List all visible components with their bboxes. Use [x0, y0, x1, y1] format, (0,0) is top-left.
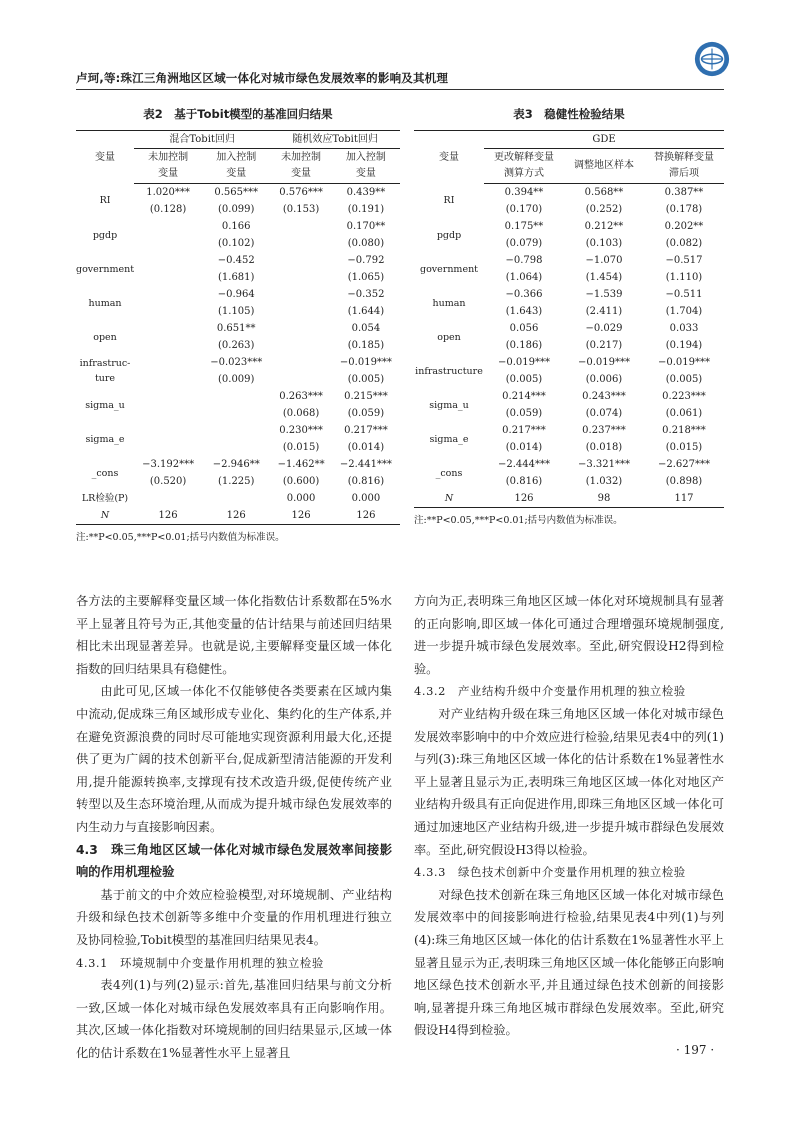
coefficient-cell: −0.798 [505, 255, 543, 266]
coefficient-cell: 0.568** [584, 187, 624, 198]
coefficient-cell: 0.223*** [662, 391, 706, 402]
variable-name: _cons [435, 467, 463, 479]
std-error-cell [134, 337, 202, 354]
coefficient-cell: 0.054 [351, 323, 381, 334]
std-error-cell [270, 337, 332, 354]
coefficient-cell [134, 252, 202, 269]
coefficient-cell: 0.215*** [344, 391, 388, 402]
coefficient-cell: −3.321*** [577, 459, 630, 470]
std-error-cell: (0.018) [585, 442, 623, 453]
coefficient-cell: 0.175** [504, 221, 544, 232]
table-row [76, 490, 400, 507]
std-error-cell: (0.252) [585, 204, 623, 215]
std-error-cell: (0.170) [505, 204, 543, 215]
std-error-cell: (0.059) [347, 408, 385, 419]
table-2-grid [76, 130, 400, 525]
coefficient-cell: −0.352 [347, 289, 385, 300]
table-3-grid [414, 130, 724, 508]
variable-name: RI [99, 195, 111, 207]
paragraph: 各方法的主要解释变量区域一体化指数估计系数都在5%水平上显著且符号为正,其他变量的估计结果与前述回归结果相比未出现显著差异。也就是说,主要解释变量区域一体化指数的回归结果具有稳健性。 [76, 594, 392, 676]
table-row [414, 456, 724, 473]
std-error-cell [134, 405, 202, 422]
table2-sub-header: 加入控制 变量 [332, 149, 400, 184]
std-error-cell: (0.014) [505, 442, 543, 453]
coefficient-cell [270, 320, 332, 337]
paragraph: 表4列(1)与列(2)显示:首先,基准回归结果与前文分析一致,区域一体化对城市绿色发展效率具有正向影响作用。其次,区域一体化指数对环境规制的回归结果显示,区域一体化的估计系数在1%显著性水平上显著且 [76, 978, 392, 1060]
table-row [414, 388, 724, 405]
coefficient-cell [134, 218, 202, 235]
table-row [414, 218, 724, 235]
coefficient-cell: −0.019*** [577, 357, 630, 368]
coefficient-cell: −2.946** [212, 459, 260, 470]
table-2-group-random: 随机效应Tobit回归 [270, 131, 400, 149]
header-rule [76, 89, 724, 90]
coefficient-cell [270, 354, 332, 371]
body-right-column [414, 590, 724, 1042]
std-error-cell [270, 235, 332, 252]
std-error-cell: (1.225) [218, 476, 255, 487]
coefficient-cell: 0.056 [509, 323, 539, 334]
table-row [76, 507, 400, 525]
coefficient-cell [270, 286, 332, 303]
variable-name: LR检验(P) [81, 493, 129, 504]
n-value-cell: 98 [564, 490, 644, 508]
coefficient-cell: 0.243*** [582, 391, 626, 402]
coefficient-cell: 0.387** [664, 187, 704, 198]
std-error-cell: (0.103) [585, 238, 623, 249]
std-error-cell [270, 371, 332, 388]
table2-sub-header: 未加控制 变量 [270, 149, 332, 184]
std-error-cell: (1.644) [347, 306, 385, 317]
coefficient-cell: 0.576*** [279, 187, 323, 198]
paragraph: 由此可见,区域一体化不仅能够使各类要素在区域内集中流动,促成珠三角区域形成专业化、集约化的生产体系,并在避免资源浪费的同时尽可能地实现资源利用最大化,还提供了更为广阔的技术创新平台,促成新型清洁能源的开发利用,提升能源转换率,支撑现有技术改造升级,促使传统产业转型以及生态环境治理,从而成为提升城市绿色发展效率的内生动力与直接影响因素。 [76, 684, 392, 834]
subsection-heading-4-3-1: 4.3.1 环境规制中介变量作用机理的独立检验 [76, 955, 324, 970]
coefficient-cell: 1.020*** [146, 187, 190, 198]
variable-name: _cons [91, 467, 119, 479]
std-error-cell: (1.032) [585, 476, 623, 487]
running-head: 卢珂,等:珠江三角洲地区区域一体化对城市绿色发展效率的影响及其机理 [76, 71, 449, 85]
table-row [76, 286, 400, 303]
std-error-cell: (0.898) [665, 476, 703, 487]
std-error-cell: (1.064) [505, 272, 543, 283]
table2-sub-header: 加入控制 变量 [202, 149, 270, 184]
coefficient-cell: 0.230*** [279, 425, 323, 436]
std-error-cell: (0.185) [347, 340, 385, 351]
n-value-cell: 117 [644, 490, 724, 508]
coefficient-cell: 0.439** [346, 187, 386, 198]
table-3 [414, 106, 724, 526]
coefficient-cell: 0.214*** [502, 391, 546, 402]
std-error-cell [134, 371, 202, 388]
std-error-cell: (0.186) [505, 340, 543, 351]
coefficient-cell: −2.441*** [339, 459, 392, 470]
table-3-var-header: 变量 [414, 131, 484, 184]
table-2 [76, 106, 400, 543]
table-2-title: 表2 基于Tobit模型的基准回归结果 [143, 107, 333, 121]
variable-name: sigma_u [429, 399, 469, 411]
coefficient-cell [270, 218, 332, 235]
variable-name: RI [443, 195, 455, 207]
std-error-cell: (0.005) [505, 374, 543, 385]
coefficient-cell: 0.651** [216, 323, 256, 334]
n-value-cell: 126 [332, 507, 400, 525]
coefficient-cell: 0.212** [584, 221, 624, 232]
lr-value-cell: 0.000 [351, 493, 381, 504]
coefficient-cell [134, 388, 202, 405]
std-error-cell: (0.061) [665, 408, 703, 419]
std-error-cell: (0.082) [665, 238, 703, 249]
variable-name: government [76, 263, 135, 275]
std-error-cell: (0.816) [347, 476, 385, 487]
std-error-cell [202, 405, 270, 422]
table-row [414, 354, 724, 371]
body-left-column [76, 590, 392, 1064]
std-error-cell: (1.065) [347, 272, 385, 283]
std-error-cell: (0.178) [665, 204, 703, 215]
std-error-cell: (0.059) [505, 408, 543, 419]
coefficient-cell: −0.452 [217, 255, 255, 266]
std-error-cell: (2.411) [585, 306, 623, 317]
table-2-note: 注:**P<0.05,***P<0.01;括号内数值为标准误。 [76, 532, 285, 543]
std-error-cell: (1.110) [665, 272, 703, 283]
std-error-cell: (0.005) [347, 374, 385, 385]
n-value-cell: 126 [134, 507, 202, 525]
table-3-note: 注:**P<0.05,***P<0.01;括号内数值为标准误。 [414, 515, 623, 526]
coefficient-cell: 0.202** [664, 221, 704, 232]
coefficient-cell: −0.023*** [210, 357, 263, 368]
table-3-title: 表3 稳健性检验结果 [513, 107, 625, 121]
variable-name: sigma_e [429, 433, 469, 445]
table3-sub-header: 替换解释变量 滞后项 [644, 149, 724, 184]
std-error-cell: (0.015) [665, 442, 703, 453]
table-row [76, 388, 400, 405]
paragraph: 对绿色技术创新在珠三角地区区域一体化对城市绿色发展效率中的间接影响进行检验,结果见表4中列(1)与列(4):珠三角地区区域一体化的估计系数在1%显著性水平上显著且显示为正,表明珠三角地区区域一体化能够正向影响地区绿色技术创新水平,并且通过绿色技术创新的间接影响,显著提升珠三角地区城市群绿色发展效率。至此,研究假设H4得到检验。 [414, 887, 724, 1038]
table-2-group-pooled: 混合Tobit回归 [134, 131, 270, 149]
std-error-cell [134, 269, 202, 286]
coefficient-cell: −1.539 [585, 289, 623, 300]
variable-name: open [437, 331, 461, 343]
variable-name: N [76, 507, 134, 525]
table2-sub-header: 未加控制 变量 [134, 149, 202, 184]
std-error-cell: (0.816) [505, 476, 543, 487]
variable-name: sigma_e [85, 433, 125, 445]
std-error-cell: (1.105) [218, 306, 255, 317]
std-error-cell: (0.074) [585, 408, 623, 419]
coefficient-cell: −0.366 [505, 289, 543, 300]
coefficient-cell: 0.033 [669, 323, 699, 334]
table-row [76, 456, 400, 473]
table-row [76, 320, 400, 337]
paragraph: 方向为正,表明珠三角地区区域一体化对环境规制具有显著的正向影响,即区域一体化可通过合理增强环境规制强度,进一步提升城市绿色发展效率。至此,研究假设H2得到检验。 [414, 594, 724, 676]
variable-name: pgdp [436, 229, 462, 241]
std-error-cell: (0.015) [282, 442, 320, 453]
table-2-var-header: 变量 [76, 131, 134, 184]
std-error-cell: (0.014) [347, 442, 385, 453]
coefficient-cell [134, 320, 202, 337]
std-error-cell: (0.263) [218, 340, 255, 351]
table-row [76, 184, 400, 202]
coefficient-cell [134, 286, 202, 303]
coefficient-cell: −2.627*** [657, 459, 710, 470]
coefficient-cell: −0.029 [585, 323, 623, 334]
std-error-cell [270, 303, 332, 320]
variable-name: human [88, 297, 122, 309]
coefficient-cell: 0.217*** [344, 425, 388, 436]
table-row [414, 286, 724, 303]
std-error-cell: (0.128) [149, 204, 187, 215]
table-row [414, 252, 724, 269]
coefficient-cell: 0.218*** [662, 425, 706, 436]
table-3-group-gde: GDE [484, 131, 724, 149]
variable-name: human [432, 297, 466, 309]
coefficient-cell: −0.792 [347, 255, 385, 266]
coefficient-cell: 0.394** [504, 187, 544, 198]
table-row [414, 184, 724, 202]
std-error-cell: (0.520) [149, 476, 187, 487]
std-error-cell: (0.217) [585, 340, 623, 351]
coefficient-cell [134, 422, 202, 439]
n-value-cell: 126 [484, 490, 564, 508]
coefficient-cell: −1.070 [585, 255, 623, 266]
table-row [76, 422, 400, 439]
table-row [76, 252, 400, 269]
coefficient-cell: −0.511 [665, 289, 703, 300]
paragraph: 对产业结构升级在珠三角地区区域一体化对城市绿色发展效率影响中的中介效应进行检验,结果见表4中的列(1)与列(3):珠三角地区区域一体化的估计系数在1%显著性水平上显著且显示为正,表明珠三角地区区域一体化对地区产业结构升级具有正向促进作用,即珠三角地区区域一体化可通过加速地区产业结构升级,进一步提升城市群绿色发展效率。至此,研究假设H3得以检验。 [414, 706, 724, 857]
coefficient-cell: −2.444*** [497, 459, 550, 470]
coefficient-cell: −3.192*** [142, 459, 195, 470]
std-error-cell [134, 303, 202, 320]
variable-name: N [414, 490, 484, 508]
n-value-cell: 126 [270, 507, 332, 525]
std-error-cell: (0.099) [218, 204, 255, 215]
coefficient-cell: 0.217*** [502, 425, 546, 436]
coefficient-cell: −0.019*** [339, 357, 392, 368]
std-error-cell: (0.068) [282, 408, 320, 419]
section-heading-4-3: 4.3 珠三角地区区域一体化对城市绿色发展效率间接影响的作用机理检验 [76, 842, 392, 880]
std-error-cell: (1.643) [505, 306, 543, 317]
lr-value-cell: 0.000 [286, 493, 316, 504]
lr-value-cell [202, 490, 270, 507]
std-error-cell [134, 439, 202, 456]
coefficient-cell: 0.166 [221, 221, 251, 232]
std-error-cell: (0.006) [585, 374, 623, 385]
coefficient-cell [202, 388, 270, 405]
std-error-cell: (1.704) [665, 306, 703, 317]
variable-name: infrastruc- ture [79, 358, 131, 384]
variable-name: infrastructure [415, 365, 483, 377]
coefficient-cell: 0.170** [346, 221, 386, 232]
std-error-cell: (0.194) [665, 340, 703, 351]
lr-value-cell [134, 490, 202, 507]
coefficient-cell: −0.964 [217, 289, 255, 300]
table3-sub-header: 更改解释变量 测算方式 [484, 149, 564, 184]
subsection-heading-4-3-2: 4.3.2 产业结构升级中介变量作用机理的独立检验 [414, 684, 686, 699]
std-error-cell: (0.153) [282, 204, 320, 215]
variable-name: government [419, 263, 479, 275]
table3-sub-header: 调整地区样本 [564, 149, 644, 184]
coefficient-cell: −0.517 [665, 255, 703, 266]
coefficient-cell: −1.462** [277, 459, 325, 470]
variable-name: sigma_u [85, 399, 125, 411]
std-error-cell: (1.454) [585, 272, 623, 283]
std-error-cell: (0.102) [218, 238, 255, 249]
std-error-cell: (0.600) [282, 476, 320, 487]
table-row [414, 422, 724, 439]
std-error-cell: (0.009) [218, 374, 255, 385]
std-error-cell: (0.080) [347, 238, 385, 249]
std-error-cell: (0.191) [347, 204, 385, 215]
subsection-heading-4-3-3: 4.3.3 绿色技术创新中介变量作用机理的独立检验 [414, 865, 686, 880]
table-row [414, 320, 724, 337]
paragraph: 基于前文的中介效应检验模型,对环境规制、产业结构升级和绿色技术创新等多维中介变量的作用机理进行独立及协同检验,Tobit模型的基准回归结果见表4。 [76, 887, 392, 947]
std-error-cell [270, 269, 332, 286]
coefficient-cell: 0.263*** [279, 391, 323, 402]
variable-name: pgdp [92, 229, 118, 241]
coefficient-cell [202, 422, 270, 439]
journal-logo-icon [693, 40, 731, 78]
std-error-cell: (1.681) [218, 272, 255, 283]
coefficient-cell: −0.019*** [657, 357, 710, 368]
table-row [414, 490, 724, 508]
std-error-cell: (0.079) [505, 238, 543, 249]
std-error-cell [134, 235, 202, 252]
coefficient-cell: 0.565*** [214, 187, 259, 198]
std-error-cell [202, 439, 270, 456]
variable-name: open [93, 331, 117, 343]
coefficient-cell: −0.019*** [497, 357, 550, 368]
std-error-cell: (0.005) [665, 374, 703, 385]
n-value-cell: 126 [202, 507, 270, 525]
table-row [76, 218, 400, 235]
coefficient-cell [270, 252, 332, 269]
table-row [76, 354, 400, 371]
page-number: · 197 · [676, 1043, 715, 1057]
coefficient-cell [134, 354, 202, 371]
coefficient-cell: 0.237*** [582, 425, 626, 436]
